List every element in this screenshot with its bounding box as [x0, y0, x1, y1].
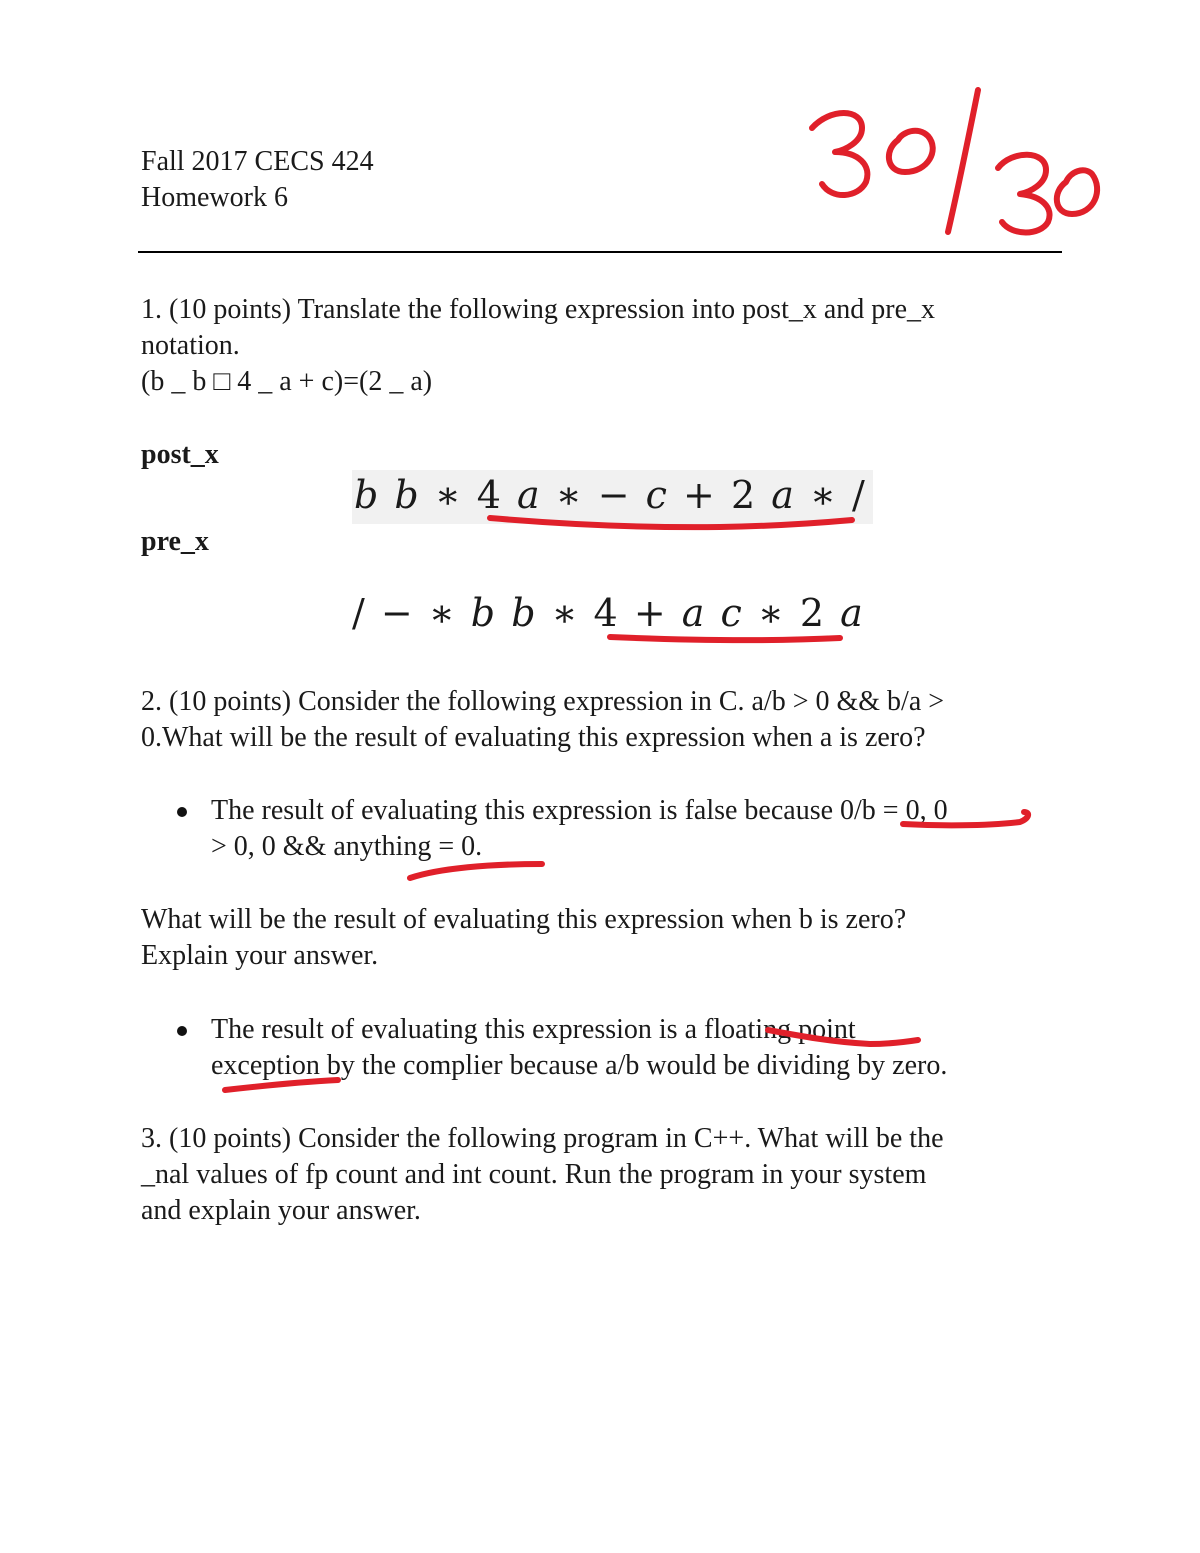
q2-answer1-line2: > 0, 0 && anything = 0. [211, 831, 483, 862]
postx-token: − [597, 473, 632, 517]
bullet-icon [177, 807, 187, 817]
prex-token: ∗ [428, 591, 457, 635]
postx-token: / [851, 473, 867, 517]
postx-token: b [354, 473, 381, 517]
q2-answer2-line1: The result of evaluating this expression is a floating point [211, 1014, 856, 1045]
postx-token: a [517, 473, 542, 517]
underline-mark [410, 864, 542, 878]
prex-answer [352, 588, 865, 638]
q2-prompt-line2: 0.What will be the result of evaluating this expression when a is zero? [141, 722, 926, 753]
prex-token: + [633, 591, 668, 635]
postx-token: 4 [476, 473, 503, 517]
postx-label: post_x [141, 439, 219, 470]
course-heading: Fall 2017 CECS 424 [141, 146, 374, 177]
header-divider [138, 251, 1062, 253]
postx-token: 2 [730, 473, 758, 517]
prex-token: a [840, 591, 865, 635]
q1-prompt-line1: 1. (10 points) Translate the following expression into post_x and pre_x [141, 294, 936, 325]
q2-prompt-line1: 2. (10 points) Consider the following expression in C. a/b > 0 && b/a > [141, 686, 945, 717]
prex-token: a [681, 591, 707, 635]
q2-answer1-line1: The result of evaluating this expression is false because 0/b = 0, 0 [211, 795, 948, 826]
q2-followup-line2: Explain your answer. [141, 940, 379, 971]
postx-token: + [683, 473, 717, 517]
prex-token: 4 [593, 591, 620, 635]
prex-label: pre_x [141, 526, 209, 557]
postx-token: ∗ [434, 473, 463, 517]
q2-followup-line1: What will be the result of evaluating this expression when b is zero? [141, 904, 907, 935]
prex-token: ∗ [757, 591, 786, 635]
prex-token: b [470, 591, 498, 635]
prex-token: 2 [799, 591, 826, 635]
handwritten-grade-mark [812, 90, 1097, 233]
q2-answer2-line2: exception by the complier because a/b would be dividing by zero. [211, 1050, 948, 1081]
prex-token: c [720, 591, 744, 635]
postx-answer [352, 470, 873, 524]
bullet-icon [177, 1026, 187, 1036]
postx-token: ∗ [810, 473, 838, 517]
q3-prompt-line3: and explain your answer. [141, 1195, 421, 1226]
prex-token: / [352, 591, 367, 635]
q3-prompt-line2: _nal values of fp count and int count. Run the program in your system [141, 1159, 927, 1190]
postx-token: c [645, 473, 669, 517]
assignment-heading: Homework 6 [141, 182, 288, 213]
prex-token: ∗ [551, 591, 580, 635]
prex-token: − [380, 591, 415, 635]
q1-prompt-line2: notation. [141, 330, 240, 361]
postx-token: ∗ [555, 473, 584, 517]
q1-expression: (b _ b □ 4 _ a + c)=(2 _ a) [141, 366, 433, 397]
q3-prompt-line1: 3. (10 points) Consider the following program in C++. What will be the [141, 1123, 944, 1154]
prex-token: b [511, 591, 538, 635]
postx-token: a [771, 473, 796, 517]
postx-token: b [394, 473, 421, 517]
